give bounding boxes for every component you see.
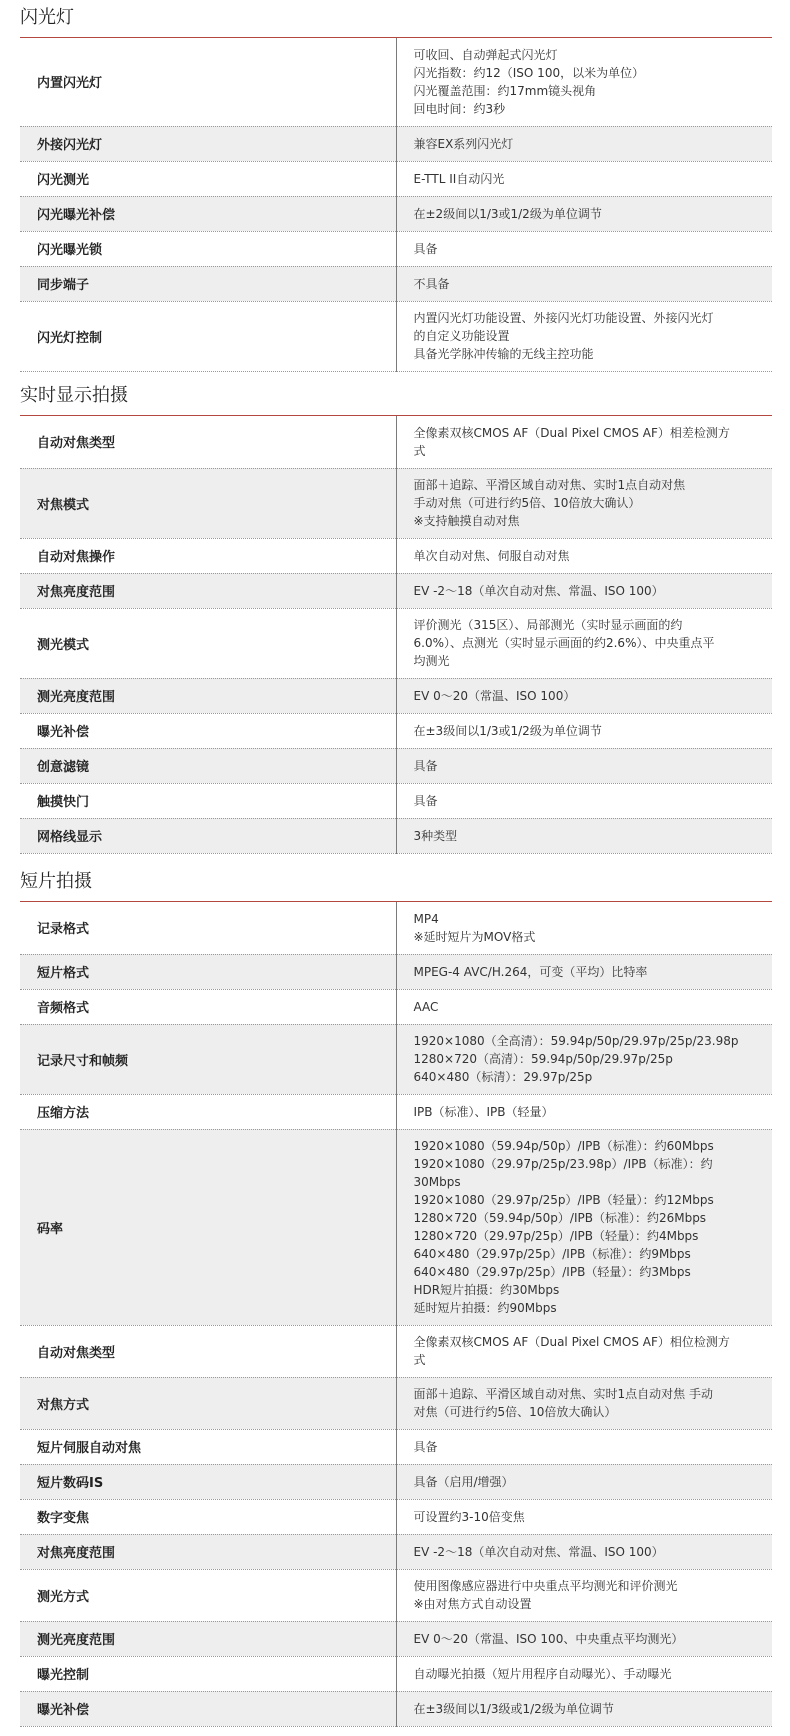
spec-label: 测光亮度范围: [20, 678, 396, 713]
spec-label: 自动对焦操作: [20, 538, 396, 573]
spec-value: 不具备: [396, 266, 772, 301]
spec-value: MPEG-4 AVC/H.264，可变（平均）比特率: [396, 954, 772, 989]
table-row: [20, 468, 772, 538]
section-title-live-view: 实时显示拍摄: [20, 385, 128, 406]
spec-value: 兼容EX系列闪光灯: [396, 126, 772, 161]
table-row: [20, 902, 772, 954]
spec-label: 内置闪光灯: [20, 38, 396, 126]
spec-value: 在±2级间以1/3或1/2级为单位调节: [396, 196, 772, 231]
spec-label: 记录尺寸和帧频: [20, 1024, 396, 1094]
spec-value: 面部＋追踪、平滑区域自动对焦、实时1点自动对焦 手动 对焦（可进行约5倍、10倍放大确认）: [396, 1377, 772, 1429]
spec-label: 音频格式: [20, 989, 396, 1024]
spec-label: 外接闪光灯: [20, 126, 396, 161]
spec-value: 具备: [396, 783, 772, 818]
spec-label: 自动对焦类型: [20, 416, 396, 468]
table-row: [20, 1129, 772, 1325]
spec-label: 闪光曝光补偿: [20, 196, 396, 231]
spec-label: 网格线显示: [20, 818, 396, 853]
spec-value: 面部＋追踪、平滑区域自动对焦、实时1点自动对焦 手动对焦（可进行约5倍、10倍放大确认） ※支持触摸自动对焦: [396, 468, 772, 538]
table-row: [20, 989, 772, 1024]
table-row: [20, 818, 772, 853]
table-row: [20, 1499, 772, 1534]
spec-value: EV 0～20（常温、ISO 100）: [396, 678, 772, 713]
spec-label: 对焦亮度范围: [20, 1534, 396, 1569]
spec-value: 内置闪光灯功能设置、外接闪光灯功能设置、外接闪光灯 的自定义功能设置 具备光学脉冲传输的无线主控功能: [396, 301, 772, 371]
spec-value: 评价测光（315区）、局部测光（实时显示画面的约 6.0%）、点测光（实时显示画面的约2.6%）、中央重点平 均测光: [396, 608, 772, 678]
spec-value: 具备: [396, 1429, 772, 1464]
spec-label: 短片数码IS: [20, 1464, 396, 1499]
spec-label: 数字变焦: [20, 1499, 396, 1534]
table-row: [20, 783, 772, 818]
spec-label: 测光方式: [20, 1569, 396, 1621]
spec-value: EV -2～18（单次自动对焦、常温、ISO 100）: [396, 573, 772, 608]
table-row: [20, 1325, 772, 1377]
table-row: [20, 38, 772, 126]
spec-value: 在±3级间以1/3级或1/2级为单位调节: [396, 1691, 772, 1726]
table-row: [20, 1377, 772, 1429]
table-row: [20, 301, 772, 371]
table-row: [20, 748, 772, 783]
table-row: [20, 713, 772, 748]
spec-value: IPB（标准）、IPB（轻量）: [396, 1094, 772, 1129]
spec-value: 在±3级间以1/3或1/2级为单位调节: [396, 713, 772, 748]
table-row: [20, 1656, 772, 1691]
spec-label: 短片伺服自动对焦: [20, 1429, 396, 1464]
spec-label: 自动对焦类型: [20, 1325, 396, 1377]
spec-label: 曝光补偿: [20, 713, 396, 748]
spec-value: MP4 ※延时短片为MOV格式: [396, 902, 772, 954]
table-row: [20, 1691, 772, 1726]
table-row: [20, 231, 772, 266]
spec-label: 测光模式: [20, 608, 396, 678]
spec-label: 压缩方法: [20, 1094, 396, 1129]
spec-label: 对焦亮度范围: [20, 573, 396, 608]
spec-value: 3种类型: [396, 818, 772, 853]
spec-label: 闪光灯控制: [20, 301, 396, 371]
spec-value: 单次自动对焦、伺服自动对焦: [396, 538, 772, 573]
spec-value: EV -2～18（单次自动对焦、常温、ISO 100）: [396, 1534, 772, 1569]
spec-value: EV 0～20（常温、ISO 100、中央重点平均测光）: [396, 1621, 772, 1656]
spec-value: 可设置约3-10倍变焦: [396, 1499, 772, 1534]
table-row: [20, 1024, 772, 1094]
spec-table-flash: [20, 38, 772, 372]
table-row: [20, 678, 772, 713]
table-row: [20, 1429, 772, 1464]
spec-value: 全像素双核CMOS AF（Dual Pixel CMOS AF）相差检测方 式: [396, 416, 772, 468]
spec-value: 具备: [396, 748, 772, 783]
spec-value: 自动曝光拍摄（短片用程序自动曝光）、手动曝光: [396, 1656, 772, 1691]
table-row: [20, 1534, 772, 1569]
spec-label: 曝光补偿: [20, 1691, 396, 1726]
table-row: [20, 954, 772, 989]
table-row: [20, 608, 772, 678]
spec-value: 1920×1080（全高清）：59.94p/50p/29.97p/25p/23.98p 1280×720（高清）：59.94p/50p/29.97p/25p 640×480（标清）：29.97p/25p: [396, 1024, 772, 1094]
spec-label: 创意滤镜: [20, 748, 396, 783]
section-title-flash: 闪光灯: [20, 7, 74, 28]
table-row: [20, 196, 772, 231]
table-row: [20, 266, 772, 301]
spec-label: 测光亮度范围: [20, 1621, 396, 1656]
table-row: [20, 161, 772, 196]
spec-label: 闪光测光: [20, 161, 396, 196]
spec-value: 全像素双核CMOS AF（Dual Pixel CMOS AF）相位检测方 式: [396, 1325, 772, 1377]
table-row: [20, 573, 772, 608]
spec-label: 对焦方式: [20, 1377, 396, 1429]
spec-label: 短片格式: [20, 954, 396, 989]
table-row: [20, 1094, 772, 1129]
table-row: [20, 126, 772, 161]
spec-value: 使用图像感应器进行中央重点平均测光和评价测光 ※由对焦方式自动设置: [396, 1569, 772, 1621]
section-title-movie: 短片拍摄: [20, 871, 92, 892]
spec-table-live-view: [20, 416, 772, 854]
spec-label: 触摸快门: [20, 783, 396, 818]
spec-value: 1920×1080（59.94p/50p）/IPB（标准）：约60Mbps 1920×1080（29.97p/25p/23.98p）/IPB（标准）：约 30Mbps 1920×1080（29.97p/25p）/IPB（轻量）：约12Mbps 1280×720（59.94p/50p）/IPB（标准）：约26Mbps 1280×720（29.97p/25p）/IPB（轻量）：约4Mbps 640×480（29.97p/25p）/IPB（标准）：约9Mbps 640×480（29.97p/25p）/IPB（轻量）：约3Mbps HDR短片拍摄：约30Mbps 延时短片拍摄：约90Mbps: [396, 1129, 772, 1325]
table-row: [20, 1569, 772, 1621]
spec-label: 同步端子: [20, 266, 396, 301]
spec-value: AAC: [396, 989, 772, 1024]
spec-label: 码率: [20, 1129, 396, 1325]
spec-label: 曝光控制: [20, 1656, 396, 1691]
spec-value: 具备（启用/增强）: [396, 1464, 772, 1499]
spec-value: 可收回、自动弹起式闪光灯 闪光指数：约12（ISO 100，以米为单位） 闪光覆盖范围：约17mm镜头视角 回电时间：约3秒: [396, 38, 772, 126]
spec-label: 记录格式: [20, 902, 396, 954]
spec-table-movie: [20, 902, 772, 1727]
table-row: [20, 538, 772, 573]
spec-value: 具备: [396, 231, 772, 266]
spec-label: 闪光曝光锁: [20, 231, 396, 266]
table-row: [20, 416, 772, 468]
spec-value: E-TTL II自动闪光: [396, 161, 772, 196]
spec-label: 对焦模式: [20, 468, 396, 538]
table-row: [20, 1621, 772, 1656]
table-row: [20, 1464, 772, 1499]
